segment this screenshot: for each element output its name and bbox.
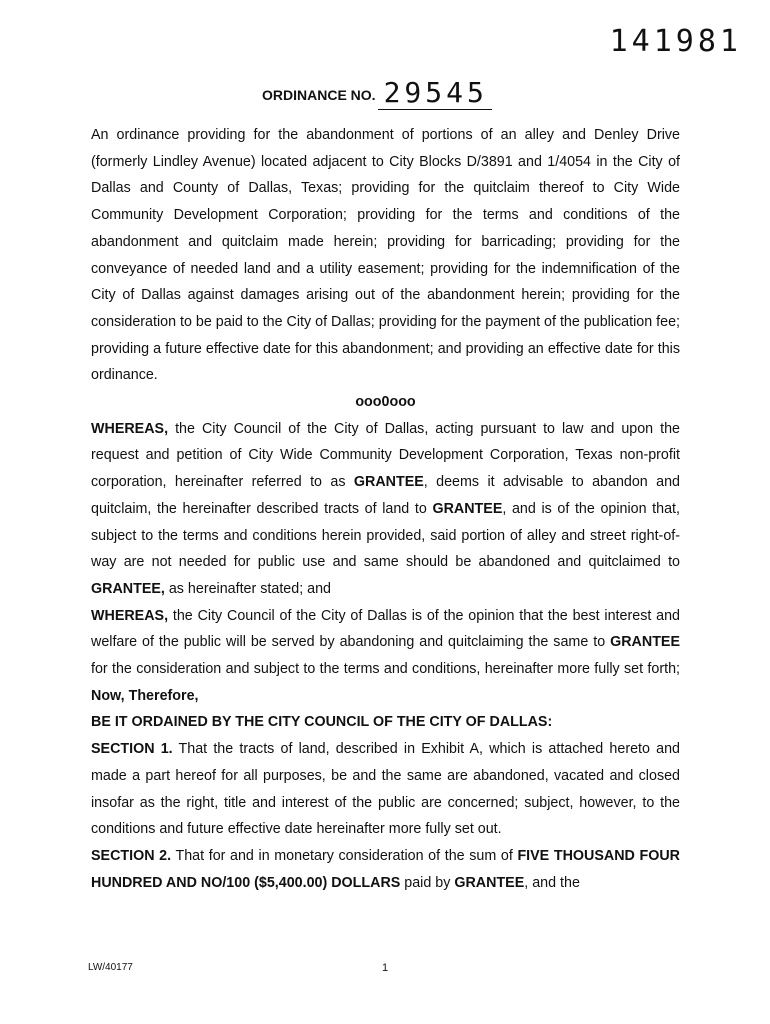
section-2-lead: SECTION 2. (91, 847, 172, 864)
grantee-term: GRANTEE (454, 874, 525, 891)
section-1 (91, 736, 680, 843)
page-number: 1 (382, 962, 389, 974)
text-span: the City Council of the City of Dallas, acting pursuant to law and upon the request and petition of City Wide Community Development Corporation, Texas non-profit corporation, hereinafter referred to as (91, 420, 680, 491)
document-body (91, 122, 680, 896)
whereas-lead: WHEREAS, (91, 420, 169, 437)
amount-text: FIVE THOUSAND FOUR HUNDRED AND NO/100 ($5,400.00) DOLLARS (91, 847, 680, 891)
separator: ooo0ooo (355, 394, 416, 411)
section-1-text: That the tracts of land, described in Exhibit A, which is attached hereto and made a part hereof for all purposes, be and the same are abandoned, vacated and closed insofar as the right, title and interest of the public are concerned; subject, however, to the conditions and future effective date hereinafter more fully set out. (91, 741, 680, 838)
whereas-lead: WHEREAS, (91, 607, 169, 624)
now-therefore: Now, Therefore, (91, 687, 199, 704)
grantee-term: GRANTEE (432, 500, 503, 517)
text-span: paid by (400, 874, 455, 891)
grantee-term: GRANTEE, (91, 580, 165, 597)
ordinance-heading (262, 76, 492, 110)
text-span: as hereinafter stated; and (164, 580, 331, 597)
stamp-number: 141981 (609, 24, 742, 59)
text-span: That for and in monetary consideration of the sum of (171, 847, 518, 864)
section-1-lead: SECTION 1. (91, 741, 173, 758)
section-2 (91, 843, 680, 896)
intro-paragraph: An ordinance providing for the abandonment of portions of an alley and Denley Drive (formerly Lindley Avenue) located adjacent to City Blocks D/3891 and 1/4054 in the City of Dallas and County of Dallas, Texas; providing for the quitclaim thereof to City Wide Community Development Corporation; providing for the terms and conditions of the abandonment and quitclaim made herein; providing for barricading; providing for the conveyance of needed land and a utility easement; providing for the indemnification of the City of Dallas against damages arising out of the abandonment herein; providing for the consideration to be paid to the City of Dallas; providing for the payment of the publication fee; providing a future effective date for this abandonment; and providing an effective date for this ordinance. (91, 127, 680, 384)
ordinance-label: ORDINANCE NO. (262, 87, 376, 103)
grantee-term: GRANTEE (353, 474, 424, 491)
grantee-term: GRANTEE (610, 634, 680, 651)
ordinance-number: 29545 (378, 76, 492, 110)
whereas-paragraph-1 (91, 416, 680, 603)
whereas-paragraph-2 (91, 603, 680, 710)
text-span: for the consideration and subject to the terms and conditions, hereinafter more fully set forth; (91, 661, 680, 678)
text-span: , deems it advisable to abandon and quitclaim, the hereinafter described tracts of land to (91, 474, 680, 517)
footer-code: LW/40177 (88, 962, 133, 973)
text-span: , and is of the opinion that, subject to the terms and conditions herein provided, said portion of alley and street right-of-way are not needed for public use and same should be abandoned and quitclaimed to (91, 500, 680, 571)
ordained-heading: BE IT ORDAINED BY THE CITY COUNCIL OF THE CITY OF DALLAS: (91, 714, 553, 731)
text-span: , and the (524, 874, 580, 891)
text-span: the City Council of the City of Dallas is of the opinion that the best interest and welfare of the public will be served by abandoning and quitclaiming the same to (91, 607, 680, 651)
